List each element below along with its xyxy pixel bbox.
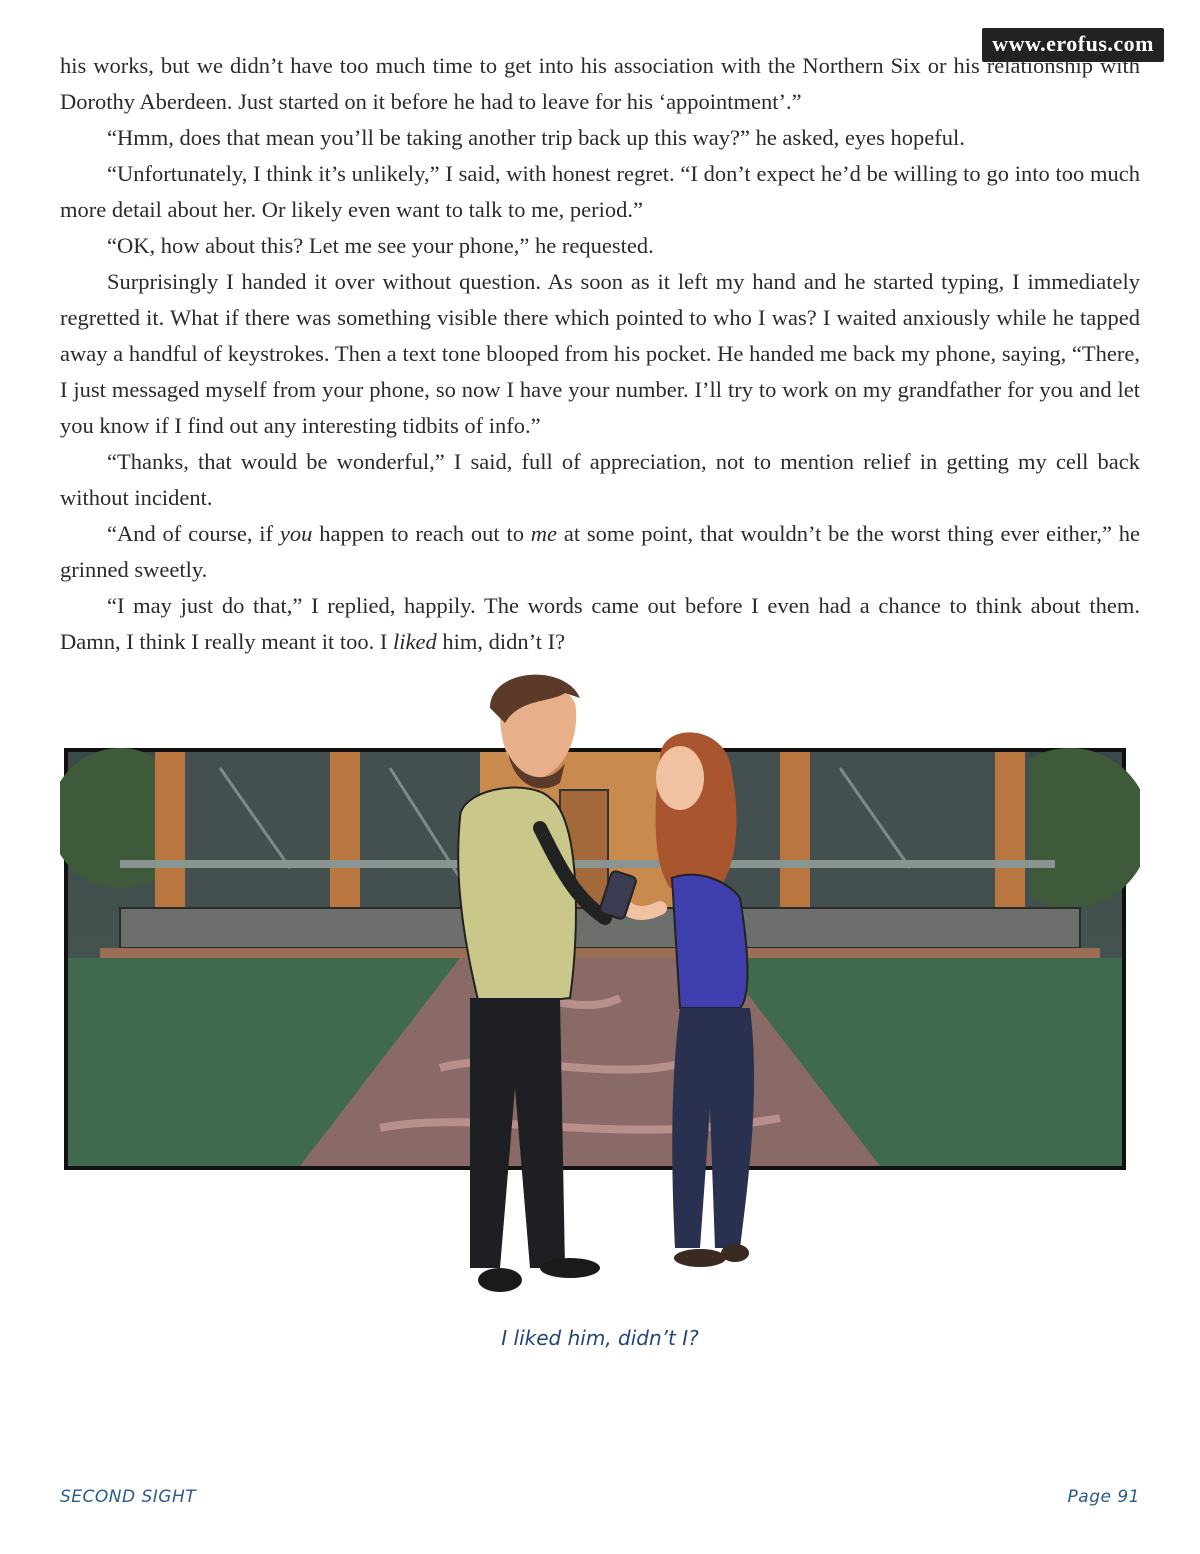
text-run: his works, but we didn’t have too much time to get into his association with the Northern Six or his relationship with Dorothy Aberdeen. Just started on it before he had to leave for his ‘appointment’.”	[60, 53, 1140, 114]
paragraph	[60, 516, 1140, 588]
emphasis-text: liked	[393, 629, 437, 654]
paragraph	[60, 228, 1140, 264]
text-run: at some point, that wouldn’t be the worst thing ever either,” he grinned sweetly.	[60, 521, 1140, 582]
paragraph	[60, 156, 1140, 228]
text-run: “Thanks, that would be wonderful,” I said, full of appreciation, not to mention relief in getting my cell back without incident.	[60, 449, 1140, 510]
emphasis-text: you	[279, 521, 313, 546]
paragraph	[60, 588, 1140, 660]
text-run: “OK, how about this? Let me see your phone,” he requested.	[107, 233, 654, 258]
text-run: “And of course, if	[107, 521, 280, 546]
caption-emphasis: liked	[513, 1326, 562, 1350]
footer-page-number: Page 91	[1067, 1487, 1140, 1507]
paragraph	[60, 48, 1140, 120]
emphasis-text: me	[530, 521, 558, 546]
caption-post: him, didn’t I?	[561, 1326, 699, 1350]
comic-illustration	[60, 668, 1140, 1318]
text-run: happen to reach out to	[312, 521, 531, 546]
background-panel	[60, 748, 1140, 1168]
text-run: Surprisingly I handed it over without question. As soon as it left my hand and he started typing, I immediately regretted it. What if there was something visible there which pointed to who I was? I waited anxiously while he tapped away a handful of keystrokes. Then a text tone blooped from his pocket. He handed me back my phone, saying, “There, I just messaged myself from your phone, so now I have your number. I’ll try to work on my grandfather for you and let you know if I find out any interesting tidbits of info.”	[60, 269, 1140, 438]
illustration-caption	[0, 1326, 1200, 1350]
watermark: www.erofus.com	[982, 28, 1164, 62]
paragraph	[60, 264, 1140, 444]
story-text	[60, 48, 1140, 660]
text-run: “Hmm, does that mean you’ll be taking another trip back up this way?” he asked, eyes hopeful.	[107, 125, 965, 150]
paragraph	[60, 120, 1140, 156]
paragraph	[60, 444, 1140, 516]
footer-book-title: SECOND SIGHT	[60, 1487, 197, 1507]
text-run: “I may just do that,” I replied, happily. The words came out before I even had a chance to think about them. Damn, I think I really meant it too. I	[60, 593, 1140, 654]
caption-pre: I	[501, 1326, 514, 1350]
text-run: him, didn’t I?	[436, 629, 566, 654]
text-run: “Unfortunately, I think it’s unlikely,” I said, with honest regret. “I don’t expect he’d be willing to go into too much more detail about her. Or likely even want to talk to me, period.”	[60, 161, 1140, 222]
